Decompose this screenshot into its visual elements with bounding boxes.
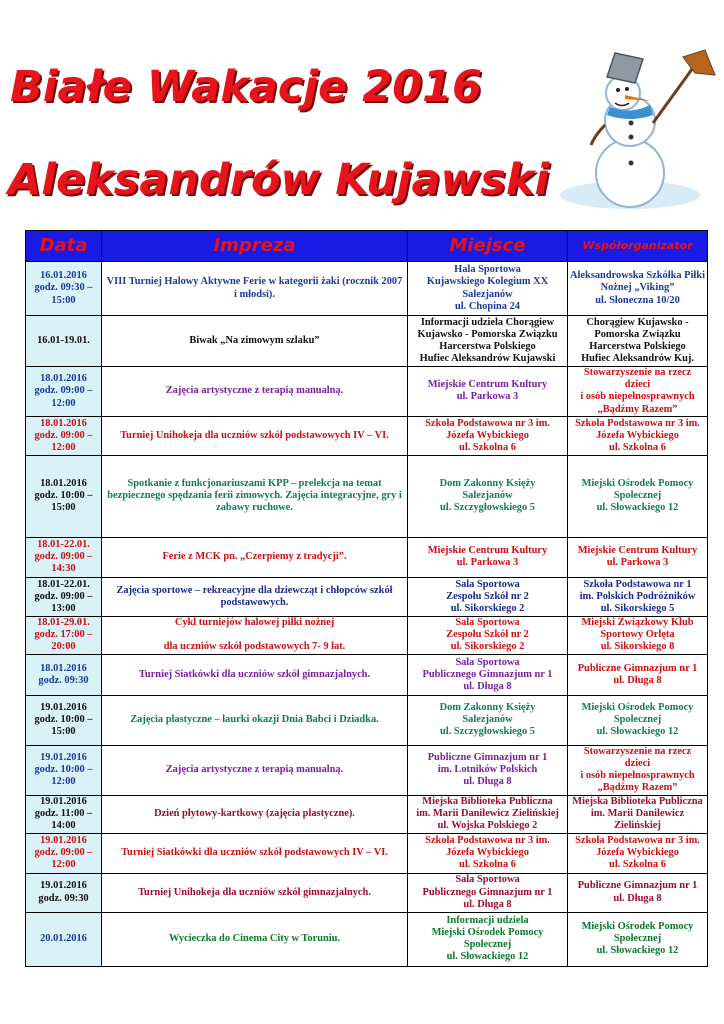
place-cell: Sala Sportowa Zespołu Szkół nr 2 ul. Sikorskiego 2 — [408, 616, 568, 654]
date-cell: 18.01-29.01. godz. 17:00 – 20:00 — [26, 616, 102, 654]
table-row — [26, 262, 708, 316]
page-title: Białe Wakacje 2016 — [10, 62, 482, 112]
event-cell: VIII Turniej Halowy Aktywne Ferie w kategorii żaki (rocznik 2007 i młodsi). — [102, 262, 408, 316]
partner-cell: Miejski Ośrodek Pomocy Społecznej ul. Słowackiego 12 — [568, 695, 708, 745]
place-cell: Hala Sportowa Kujawskiego Kolegium XX Salezjanów ul. Chopina 24 — [408, 262, 568, 316]
event-cell: Turniej Siatkówki dla uczniów szkół podstawowych IV – VI. — [102, 833, 408, 873]
place-cell: Sala Sportowa Publicznego Gimnazjum nr 1 ul. Długa 8 — [408, 873, 568, 912]
header-partner: Współorganizator — [568, 231, 708, 262]
header-place: Miejsce — [408, 231, 568, 262]
partner-cell: Szkoła Podstawowa nr 1 im. Polskich Podróżników ul. Sikorskiego 5 — [568, 577, 708, 616]
table-row — [26, 833, 708, 873]
event-cell: Turniej Siatkówki dla uczniów szkół gimnazjalnych. — [102, 654, 408, 695]
table-row — [26, 795, 708, 833]
partner-cell: Miejski Związkowy Klub Sportowy Orlęta ul. Sikorskiego 8 — [568, 616, 708, 654]
date-cell: 18.01.2016 godz. 09:00 – 12:00 — [26, 416, 102, 455]
snowman-illustration — [555, 45, 720, 210]
partner-cell: Stowarzyszenie na rzecz dzieci i osób niepełnosprawnych „Bądźmy Razem” — [568, 745, 708, 795]
event-cell: Biwak „Na zimowym szlaku” — [102, 316, 408, 367]
table-row — [26, 537, 708, 577]
table-row — [26, 745, 708, 795]
event-cell: Turniej Unihokeja dla uczniów szkół podstawowych IV – VI. — [102, 416, 408, 455]
partner-cell: Stowarzyszenie na rzecz dzieci i osób niepełnosprawnych „Bądźmy Razem” — [568, 367, 708, 417]
place-cell: Szkoła Podstawowa nr 3 im. Józefa Wybickiego ul. Szkolna 6 — [408, 833, 568, 873]
table-row — [26, 455, 708, 537]
place-cell: Miejskie Centrum Kultury ul. Parkowa 3 — [408, 367, 568, 417]
partner-cell: Aleksandrowska Szkółka Piłki Nożnej „Viking” ul. Słoneczna 10/20 — [568, 262, 708, 316]
table-row — [26, 316, 708, 367]
partner-cell: Miejski Ośrodek Pomocy Społecznej ul. Słowackiego 12 — [568, 455, 708, 537]
date-cell: 18.01.2016 godz. 09:30 — [26, 654, 102, 695]
place-cell: Dom Zakonny Księży Salezjanów ul. Szczygłowskiego 5 — [408, 455, 568, 537]
date-cell: 18.01.2016 godz. 09:00 – 12:00 — [26, 367, 102, 417]
table-row — [26, 912, 708, 966]
table-header-row — [26, 231, 708, 262]
place-cell: Informacji udziela Miejski Ośrodek Pomocy Społecznej ul. Słowackiego 12 — [408, 912, 568, 966]
table-row — [26, 416, 708, 455]
place-cell: Miejska Biblioteka Publiczna im. Marii Danilewicz Zielińskiej ul. Wojska Polskiego 2 — [408, 795, 568, 833]
event-cell: Zajęcia sportowe – rekreacyjne dla dziewcząt i chłopców szkół podstawowych. — [102, 577, 408, 616]
event-cell: Cykl turniejów halowej piłki nożnej dla uczniów szkół podstawowych 7- 9 lat. — [102, 616, 408, 654]
place-cell: Sala Sportowa Zespołu Szkół nr 2 ul. Sikorskiego 2 — [408, 577, 568, 616]
event-cell: Wycieczka do Cinema City w Toruniu. — [102, 912, 408, 966]
partner-cell: Miejski Ośrodek Pomocy Społecznej ul. Słowackiego 12 — [568, 912, 708, 966]
partner-cell: Miejskie Centrum Kultury ul. Parkowa 3 — [568, 537, 708, 577]
table-row — [26, 616, 708, 654]
date-cell: 16.01.2016 godz. 09:30 – 15:00 — [26, 262, 102, 316]
event-cell: Dzień płytowy-kartkowy (zajęcia plastyczne). — [102, 795, 408, 833]
header-date: Data — [26, 231, 102, 262]
date-cell: 18.01-22.01. godz. 09:00 – 14:30 — [26, 537, 102, 577]
date-cell: 18.01-22.01. godz. 09:00 – 13:00 — [26, 577, 102, 616]
partner-cell: Miejska Biblioteka Publiczna im. Marii Danilewicz Zielińskiej — [568, 795, 708, 833]
date-cell: 16.01-19.01. — [26, 316, 102, 367]
table-row — [26, 577, 708, 616]
place-cell: Szkoła Podstawowa nr 3 im. Józefa Wybickiego ul. Szkolna 6 — [408, 416, 568, 455]
place-cell: Sala Sportowa Publicznego Gimnazjum nr 1 ul. Długa 8 — [408, 654, 568, 695]
table-row — [26, 695, 708, 745]
table-row — [26, 367, 708, 417]
event-cell: Ferie z MCK pn. „Czerpiemy z tradycji”. — [102, 537, 408, 577]
place-cell: Informacji udziela Chorągiew Kujawsko - Pomorska Związku Harcerstwa Polskiego Hufiec Aleksandrów Kujawski — [408, 316, 568, 367]
partner-cell: Szkoła Podstawowa nr 3 im. Józefa Wybickiego ul. Szkolna 6 — [568, 833, 708, 873]
event-cell: Zajęcia artystyczne z terapią manualną. — [102, 745, 408, 795]
event-cell: Zajęcia artystyczne z terapią manualną. — [102, 367, 408, 417]
date-cell: 19.01.2016 godz. 11:00 – 14:00 — [26, 795, 102, 833]
event-cell: Turniej Unihokeja dla uczniów szkół gimnazjalnych. — [102, 873, 408, 912]
date-cell: 18.01.2016 godz. 10:00 – 15:00 — [26, 455, 102, 537]
event-cell: Zajęcia plastyczne – laurki okazji Dnia Babci i Dziadka. — [102, 695, 408, 745]
date-cell: 19.01.2016 godz. 10:00 – 12:00 — [26, 745, 102, 795]
events-table — [25, 230, 708, 967]
place-cell: Dom Zakonny Księży Salezjanów ul. Szczygłowskiego 5 — [408, 695, 568, 745]
partner-cell: Publiczne Gimnazjum nr 1 ul. Długa 8 — [568, 654, 708, 695]
date-cell: 20.01.2016 — [26, 912, 102, 966]
date-cell: 19.01.2016 godz. 09:00 – 12:00 — [26, 833, 102, 873]
date-cell: 19.01.2016 godz. 09:30 — [26, 873, 102, 912]
table-row — [26, 873, 708, 912]
partner-cell: Publiczne Gimnazjum nr 1 ul. Długa 8 — [568, 873, 708, 912]
place-cell: Miejskie Centrum Kultury ul. Parkowa 3 — [408, 537, 568, 577]
header-event: Impreza — [102, 231, 408, 262]
table-row — [26, 654, 708, 695]
partner-cell: Chorągiew Kujawsko - Pomorska Związku Harcerstwa Polskiego Hufiec Aleksandrów Kuj. — [568, 316, 708, 367]
place-cell: Publiczne Gimnazjum nr 1 im. Lotników Polskich ul. Długa 8 — [408, 745, 568, 795]
page-subtitle: Aleksandrów Kujawski — [8, 155, 550, 205]
partner-cell: Szkoła Podstawowa nr 3 im. Józefa Wybickiego ul. Szkolna 6 — [568, 416, 708, 455]
event-cell: Spotkanie z funkcjonariuszami KPP – prelekcja na temat bezpiecznego spędzania ferii zimowych. Zajęcia integracyjne, gry i zabawy ruchowe. — [102, 455, 408, 537]
date-cell: 19.01.2016 godz. 10:00 – 15:00 — [26, 695, 102, 745]
